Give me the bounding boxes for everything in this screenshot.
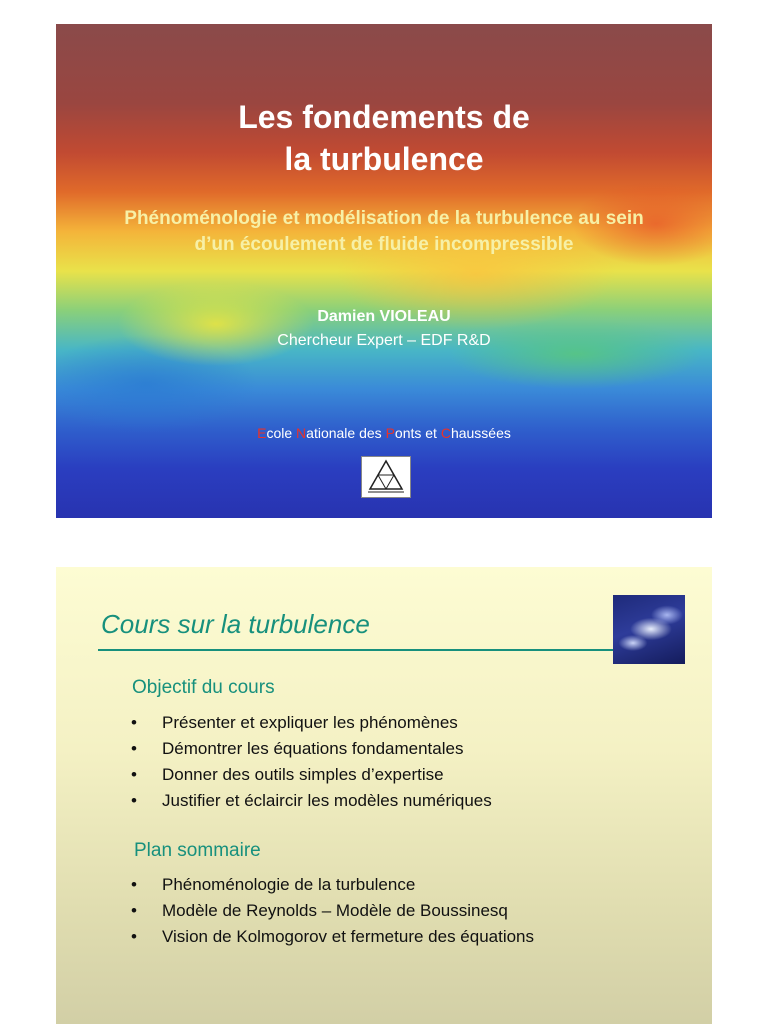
school-word-3: onts et xyxy=(394,425,441,441)
list-item: • Démontrer les équations fondamentales xyxy=(131,736,492,762)
list-item: • Donner des outils simples d’expertise xyxy=(131,762,492,788)
section-heading-objectives: Objectif du cours xyxy=(132,677,275,698)
list-item: • Phénoménologie de la turbulence xyxy=(131,872,534,898)
title-line-1: Les fondements de xyxy=(238,99,530,135)
list-item: • Présenter et expliquer les phénomènes xyxy=(131,710,492,736)
school-word-4: haussées xyxy=(450,425,511,441)
school-initial-c: C xyxy=(440,425,451,441)
turbulence-thumbnail-image xyxy=(613,595,685,664)
list-item: • Vision de Kolmogorov et fermeture des équations xyxy=(131,924,534,950)
list-item: • Justifier et éclaircir les modèles numériques xyxy=(131,788,492,814)
school-initial-n: N xyxy=(296,425,307,441)
author-role: Chercheur Expert – EDF R&D xyxy=(277,332,491,349)
title-line-2: la turbulence xyxy=(284,141,484,177)
title-divider xyxy=(98,649,618,651)
school-word-1: cole xyxy=(266,425,297,441)
school-initial-p: P xyxy=(385,425,395,441)
author-name: Damien VIOLEAU xyxy=(317,308,451,325)
objectives-list xyxy=(131,710,492,814)
school-initial-e: E xyxy=(257,425,267,441)
plan-list xyxy=(131,872,534,950)
school-name xyxy=(56,425,712,441)
slide-title xyxy=(56,96,712,180)
section-heading-plan: Plan sommaire xyxy=(134,840,261,861)
title-slide xyxy=(56,24,712,518)
course-slide xyxy=(56,567,712,1024)
list-item: • Modèle de Reynolds – Modèle de Boussinesq xyxy=(131,898,534,924)
course-title: Cours sur la turbulence xyxy=(101,609,370,639)
school-word-2: ationale des xyxy=(306,425,386,441)
slide-subtitle: Phénoménologie et modélisation de la turbulence au sein d’un écoulement de fluide incompressible xyxy=(124,208,644,255)
enpc-logo-icon xyxy=(361,456,411,498)
